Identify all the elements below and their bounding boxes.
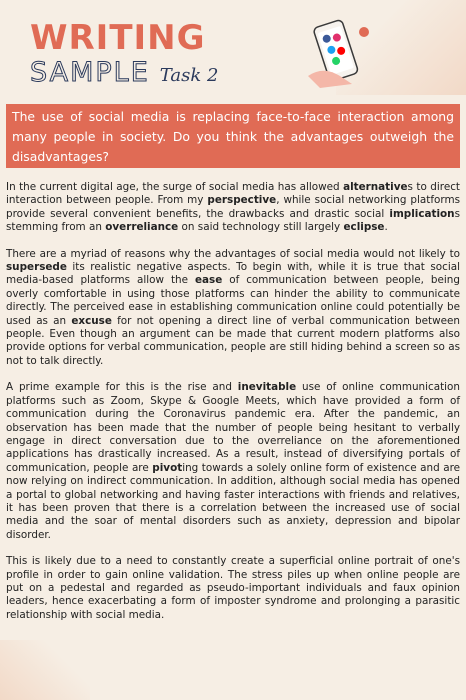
essay-text: use of online communication platforms such as Zoom, Skype & Google Meets, which have provided a form of communication during the Coronavirus pandemic era. After the pandemic, an observation has been made that the number of people being hesitant to verbally engage in direct conversation due to the overreliance on the aforementioned applications has drastically increased. As a result, instead of diversifying portals of communication, people are <box>6 381 460 474</box>
vocab-highlight: overreliance <box>105 221 179 234</box>
essay-paragraph-4 <box>6 555 460 622</box>
vocab-highlight: supersede <box>6 261 67 274</box>
essay-text: This is likely due to a need to constantly create a superficial online portrait of one's profile in order to gain online validation. The stress piles up when online people are put on a pedestal and regarded as pseudo-important individuals and faux opinion leaders, hence exacerbating a form of imposter syndrome and prolonging a parasitic relationship with social media. <box>6 555 460 621</box>
vocab-highlight: pivot <box>152 461 183 474</box>
essay-text: In the current digital age, the surge of social media has allowed <box>6 181 344 193</box>
essay-text: s to direct interaction between people. From my <box>6 181 461 207</box>
essay-body <box>6 181 460 635</box>
essay-text: ing towards a solely online form of existence and are now relying on indirect communication. In addition, although social media has opened a portal to global networking and having faster interactions with friends and relatives, it has been proven that there is a correlation between the increased use of social media and the soar of mental disorders such as anxiety, depression and bipolar disorder. <box>6 461 461 541</box>
essay-text: A prime example for this is the rise and <box>6 381 238 394</box>
vocab-highlight: excuse <box>71 314 112 327</box>
essay-text: . <box>384 221 388 234</box>
essay-text: for not opening a direct line of verbal communication between people. Even though an argument can be made that current modern platforms also provide options for verbal communication, people are still hiding behind a screen so as not to talk directly. <box>6 314 460 367</box>
essay-text: s stemming from an <box>6 207 460 234</box>
vocab-highlight: inevitable <box>237 381 297 394</box>
vocab-highlight: alternative <box>343 181 408 193</box>
essay-text: There are a myriad of reasons why the advantages of social media would not likely to <box>6 247 460 260</box>
page-subtitle: SAMPLE <box>30 57 150 88</box>
essay-paragraph-1 <box>6 181 460 235</box>
essay-prompt: The use of social media is replacing face-to-face interaction among many people in society. Do you think the advantages outweigh the disadvantages? <box>6 104 460 168</box>
essay-text: its realistic negative aspects. To begin with, while it is true that social media-based platforms allow the <box>6 261 460 287</box>
essay-text: on said technology still largely <box>178 221 344 234</box>
essay-text: , while social networking platforms provide several convenient benefits, the drawbacks and drastic social <box>6 194 460 220</box>
vocab-highlight: perspective <box>207 194 277 207</box>
essay-paragraph-2 <box>6 248 460 369</box>
page-title: WRITING <box>30 18 206 58</box>
smartphone-social-media-icon <box>300 18 376 90</box>
essay-text: of communication between people, being overly comfortable in using those platforms can hinder the ability to communicate directly. The perceived ease in establishing communication online could potentially be used as an <box>6 274 460 327</box>
vocab-highlight: ease <box>194 274 223 287</box>
task-label: Task 2 <box>159 65 219 86</box>
vocab-highlight: eclipse <box>343 221 385 234</box>
corner-decoration-bottom <box>0 640 90 700</box>
vocab-highlight: implication <box>389 207 455 220</box>
essay-paragraph-3 <box>6 381 460 542</box>
